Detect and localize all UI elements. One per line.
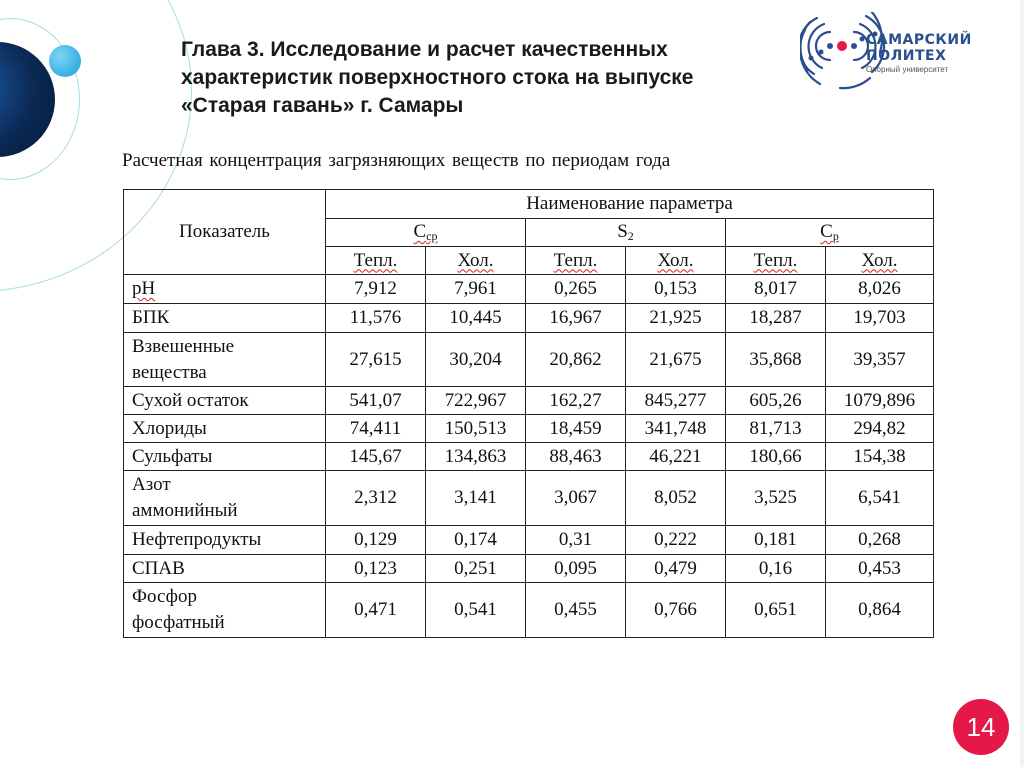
cell-value: 46,221 bbox=[626, 443, 726, 471]
cell-value: 11,576 bbox=[326, 304, 426, 333]
cell-value: 8,017 bbox=[726, 275, 826, 304]
orbit-ring-small bbox=[0, 18, 80, 180]
cell-value: 294,82 bbox=[826, 415, 934, 443]
logo-line-1: САМАРСКИЙ bbox=[866, 32, 972, 48]
cell-value: 0,31 bbox=[526, 526, 626, 555]
row-label: Нефтепродукты bbox=[124, 526, 326, 555]
cell-value: 2,312 bbox=[326, 471, 426, 526]
cell-value: 27,615 bbox=[326, 333, 426, 387]
cell-value: 20,862 bbox=[526, 333, 626, 387]
concentration-table bbox=[123, 189, 934, 638]
cell-value: 0,864 bbox=[826, 583, 934, 638]
row-label: Сухой остаток bbox=[124, 387, 326, 415]
header-parameter-name: Наименование параметра bbox=[326, 190, 934, 219]
header-indicator: Показатель bbox=[124, 190, 326, 275]
cell-value: 8,052 bbox=[626, 471, 726, 526]
header-period-cold: Хол. bbox=[426, 247, 526, 275]
table-row bbox=[124, 304, 934, 333]
table-caption: Расчетная концентрация загрязняющих веществ по периодам года bbox=[122, 150, 671, 171]
cell-value: 0,766 bbox=[626, 583, 726, 638]
cell-value: 0,16 bbox=[726, 555, 826, 583]
header-period-cold: Хол. bbox=[626, 247, 726, 275]
cell-value: 21,925 bbox=[626, 304, 726, 333]
cell-value: 845,277 bbox=[626, 387, 726, 415]
cell-value: 0,123 bbox=[326, 555, 426, 583]
cell-value: 722,967 bbox=[426, 387, 526, 415]
cell-value: 0,651 bbox=[726, 583, 826, 638]
cell-value: 0,181 bbox=[726, 526, 826, 555]
table-row bbox=[124, 555, 934, 583]
title-line-3: «Старая гавань» г. Самары bbox=[181, 94, 464, 117]
row-label: СПАВ bbox=[124, 555, 326, 583]
cell-value: 6,541 bbox=[826, 471, 934, 526]
row-label: Хлориды bbox=[124, 415, 326, 443]
table-row bbox=[124, 443, 934, 471]
cell-value: 35,868 bbox=[726, 333, 826, 387]
cell-value: 8,026 bbox=[826, 275, 934, 304]
cell-value: 0,268 bbox=[826, 526, 934, 555]
table-row bbox=[124, 387, 934, 415]
row-label: Взвешенные вещества bbox=[124, 333, 326, 387]
planet-dark-circle bbox=[0, 42, 55, 157]
cell-value: 3,067 bbox=[526, 471, 626, 526]
cell-value: 150,513 bbox=[426, 415, 526, 443]
cell-value: 74,411 bbox=[326, 415, 426, 443]
cell-value: 0,153 bbox=[626, 275, 726, 304]
cell-value: 39,357 bbox=[826, 333, 934, 387]
table-row bbox=[124, 333, 934, 387]
row-label: Сульфаты bbox=[124, 443, 326, 471]
header-period-cold: Хол. bbox=[826, 247, 934, 275]
cell-value: 16,967 bbox=[526, 304, 626, 333]
slide-title bbox=[181, 36, 821, 120]
cell-value: 0,222 bbox=[626, 526, 726, 555]
cell-value: 0,095 bbox=[526, 555, 626, 583]
cell-value: 0,265 bbox=[526, 275, 626, 304]
cell-value: 605,26 bbox=[726, 387, 826, 415]
cell-value: 88,463 bbox=[526, 443, 626, 471]
cell-value: 341,748 bbox=[626, 415, 726, 443]
cell-value: 3,525 bbox=[726, 471, 826, 526]
cell-value: 10,445 bbox=[426, 304, 526, 333]
header-group-cp: $C_p$ bbox=[726, 219, 934, 247]
table-row bbox=[124, 471, 934, 526]
cell-value: 81,713 bbox=[726, 415, 826, 443]
cell-value: 18,287 bbox=[726, 304, 826, 333]
cell-value: 19,703 bbox=[826, 304, 934, 333]
cell-value: 0,129 bbox=[326, 526, 426, 555]
table-row bbox=[124, 583, 934, 638]
header-period-warm: Тепл. bbox=[526, 247, 626, 275]
row-label: pH bbox=[124, 275, 326, 304]
title-line-2: характеристик поверхностного стока на выпуске bbox=[181, 66, 694, 89]
table-row bbox=[124, 526, 934, 555]
logo-line-3: Опорный университет bbox=[866, 65, 949, 74]
cell-value: 7,912 bbox=[326, 275, 426, 304]
cell-value: 21,675 bbox=[626, 333, 726, 387]
planet-light-circle bbox=[49, 45, 81, 77]
cell-value: 0,455 bbox=[526, 583, 626, 638]
cell-value: 145,67 bbox=[326, 443, 426, 471]
table-row bbox=[124, 415, 934, 443]
title-line-1: Глава 3. Исследование и расчет качественных bbox=[181, 38, 668, 61]
row-label: Фосфор фосфатный bbox=[124, 583, 326, 638]
cell-value: 18,459 bbox=[526, 415, 626, 443]
cell-value: 541,07 bbox=[326, 387, 426, 415]
row-label: БПК bbox=[124, 304, 326, 333]
cell-value: 3,141 bbox=[426, 471, 526, 526]
header-group-ccp: $C_{ср}$ bbox=[326, 219, 526, 247]
table-row bbox=[124, 275, 934, 304]
cell-value: 180,66 bbox=[726, 443, 826, 471]
header-period-warm: Тепл. bbox=[726, 247, 826, 275]
cell-value: 0,471 bbox=[326, 583, 426, 638]
logo-line-2: ПОЛИТЕХ bbox=[866, 48, 947, 64]
cell-value: 30,204 bbox=[426, 333, 526, 387]
header-group-s2: $S_2$ bbox=[526, 219, 726, 247]
university-logo-text bbox=[866, 32, 972, 74]
cell-value: 162,27 bbox=[526, 387, 626, 415]
header-period-warm: Тепл. bbox=[326, 247, 426, 275]
cell-value: 0,453 bbox=[826, 555, 934, 583]
cell-value: 154,38 bbox=[826, 443, 934, 471]
cell-value: 0,174 bbox=[426, 526, 526, 555]
cell-value: 0,479 bbox=[626, 555, 726, 583]
slide-edge bbox=[1020, 0, 1024, 767]
row-label: Азот аммонийный bbox=[124, 471, 326, 526]
cell-value: 1079,896 bbox=[826, 387, 934, 415]
cell-value: 0,251 bbox=[426, 555, 526, 583]
cell-value: 7,961 bbox=[426, 275, 526, 304]
page-number-badge: 14 bbox=[953, 699, 1009, 755]
cell-value: 134,863 bbox=[426, 443, 526, 471]
cell-value: 0,541 bbox=[426, 583, 526, 638]
